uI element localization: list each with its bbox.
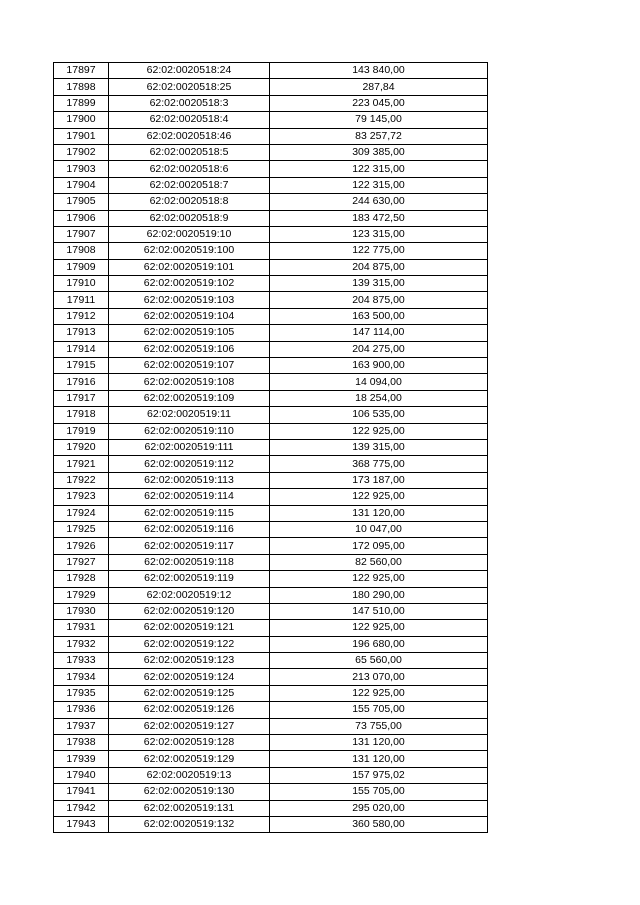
value-cell: 123 315,00 [270, 226, 488, 242]
cadastral-number-cell: 62:02:0020519:117 [109, 538, 270, 554]
row-number-cell: 17940 [54, 767, 109, 783]
value-cell: 360 580,00 [270, 816, 488, 832]
row-number-cell: 17905 [54, 194, 109, 210]
row-number-cell: 17915 [54, 358, 109, 374]
cadastral-number-cell: 62:02:0020519:131 [109, 800, 270, 816]
value-cell: 183 472,50 [270, 210, 488, 226]
cadastral-number-cell: 62:02:0020519:105 [109, 325, 270, 341]
cadastral-number-cell: 62:02:0020519:121 [109, 620, 270, 636]
value-cell: 287,84 [270, 79, 488, 95]
row-number-cell: 17921 [54, 456, 109, 472]
cadastral-number-cell: 62:02:0020519:100 [109, 243, 270, 259]
value-cell: 196 680,00 [270, 636, 488, 652]
row-number-cell: 17923 [54, 489, 109, 505]
row-number-cell: 17943 [54, 816, 109, 832]
table-row [54, 702, 488, 718]
row-number-cell: 17904 [54, 177, 109, 193]
row-number-cell: 17899 [54, 95, 109, 111]
table-row [54, 292, 488, 308]
row-number-cell: 17933 [54, 653, 109, 669]
table-row [54, 341, 488, 357]
value-cell: 131 120,00 [270, 735, 488, 751]
table-row [54, 538, 488, 554]
value-cell: 18 254,00 [270, 390, 488, 406]
row-number-cell: 17924 [54, 505, 109, 521]
row-number-cell: 17909 [54, 259, 109, 275]
table-row [54, 79, 488, 95]
row-number-cell: 17918 [54, 407, 109, 423]
cadastral-number-cell: 62:02:0020519:129 [109, 751, 270, 767]
cadastral-number-cell: 62:02:0020519:127 [109, 718, 270, 734]
table-row [54, 194, 488, 210]
table-row [54, 128, 488, 144]
cadastral-number-cell: 62:02:0020519:111 [109, 439, 270, 455]
row-number-cell: 17911 [54, 292, 109, 308]
value-cell: 204 275,00 [270, 341, 488, 357]
cadastral-number-cell: 62:02:0020519:101 [109, 259, 270, 275]
value-cell: 204 875,00 [270, 259, 488, 275]
row-number-cell: 17928 [54, 571, 109, 587]
cadastral-number-cell: 62:02:0020518:8 [109, 194, 270, 210]
value-cell: 73 755,00 [270, 718, 488, 734]
cadastral-number-cell: 62:02:0020519:106 [109, 341, 270, 357]
cadastral-number-cell: 62:02:0020518:25 [109, 79, 270, 95]
table-row [54, 144, 488, 160]
table-row [54, 456, 488, 472]
cadastral-number-cell: 62:02:0020518:46 [109, 128, 270, 144]
table-row [54, 226, 488, 242]
table-row [54, 161, 488, 177]
cadastral-number-cell: 62:02:0020518:3 [109, 95, 270, 111]
table-row [54, 95, 488, 111]
table-row [54, 521, 488, 537]
value-cell: 172 095,00 [270, 538, 488, 554]
cadastral-number-cell: 62:02:0020519:126 [109, 702, 270, 718]
table-row [54, 816, 488, 832]
table-row [54, 472, 488, 488]
value-cell: 122 925,00 [270, 685, 488, 701]
row-number-cell: 17917 [54, 390, 109, 406]
value-cell: 83 257,72 [270, 128, 488, 144]
table-row [54, 636, 488, 652]
row-number-cell: 17913 [54, 325, 109, 341]
row-number-cell: 17931 [54, 620, 109, 636]
row-number-cell: 17903 [54, 161, 109, 177]
table-body [54, 63, 488, 833]
cadastral-number-cell: 62:02:0020519:107 [109, 358, 270, 374]
value-cell: 106 535,00 [270, 407, 488, 423]
row-number-cell: 17908 [54, 243, 109, 259]
cadastral-number-cell: 62:02:0020519:120 [109, 603, 270, 619]
table-row [54, 112, 488, 128]
table-row [54, 751, 488, 767]
cadastral-number-cell: 62:02:0020519:104 [109, 308, 270, 324]
cadastral-number-cell: 62:02:0020518:4 [109, 112, 270, 128]
row-number-cell: 17934 [54, 669, 109, 685]
cadastral-number-cell: 62:02:0020518:9 [109, 210, 270, 226]
cadastral-number-cell: 62:02:0020519:128 [109, 735, 270, 751]
row-number-cell: 17919 [54, 423, 109, 439]
value-cell: 131 120,00 [270, 505, 488, 521]
cadastral-number-cell: 62:02:0020519:124 [109, 669, 270, 685]
row-number-cell: 17900 [54, 112, 109, 128]
cadastral-number-cell: 62:02:0020519:102 [109, 276, 270, 292]
value-cell: 295 020,00 [270, 800, 488, 816]
table-row [54, 63, 488, 79]
table-row [54, 407, 488, 423]
cadastral-number-cell: 62:02:0020519:110 [109, 423, 270, 439]
row-number-cell: 17937 [54, 718, 109, 734]
value-cell: 244 630,00 [270, 194, 488, 210]
table-row [54, 243, 488, 259]
value-cell: 309 385,00 [270, 144, 488, 160]
value-cell: 147 114,00 [270, 325, 488, 341]
row-number-cell: 17929 [54, 587, 109, 603]
table-row [54, 439, 488, 455]
cadastral-number-cell: 62:02:0020519:132 [109, 816, 270, 832]
cadastral-number-cell: 62:02:0020518:6 [109, 161, 270, 177]
row-number-cell: 17926 [54, 538, 109, 554]
cadastral-number-cell: 62:02:0020518:24 [109, 63, 270, 79]
value-cell: 122 925,00 [270, 571, 488, 587]
row-number-cell: 17925 [54, 521, 109, 537]
table-row [54, 587, 488, 603]
value-cell: 368 775,00 [270, 456, 488, 472]
table-row [54, 571, 488, 587]
cadastral-number-cell: 62:02:0020519:118 [109, 554, 270, 570]
cadastral-number-cell: 62:02:0020519:122 [109, 636, 270, 652]
table-row [54, 653, 488, 669]
cadastral-number-cell: 62:02:0020519:109 [109, 390, 270, 406]
row-number-cell: 17927 [54, 554, 109, 570]
table-row [54, 308, 488, 324]
cadastral-number-cell: 62:02:0020519:11 [109, 407, 270, 423]
cadastral-number-cell: 62:02:0020519:13 [109, 767, 270, 783]
value-cell: 122 925,00 [270, 423, 488, 439]
row-number-cell: 17922 [54, 472, 109, 488]
row-number-cell: 17935 [54, 685, 109, 701]
cadastral-number-cell: 62:02:0020519:103 [109, 292, 270, 308]
row-number-cell: 17936 [54, 702, 109, 718]
value-cell: 122 925,00 [270, 489, 488, 505]
row-number-cell: 17916 [54, 374, 109, 390]
table-row [54, 669, 488, 685]
table-row [54, 784, 488, 800]
cadastral-number-cell: 62:02:0020519:108 [109, 374, 270, 390]
table-row [54, 800, 488, 816]
row-number-cell: 17907 [54, 226, 109, 242]
value-cell: 139 315,00 [270, 276, 488, 292]
table-row [54, 210, 488, 226]
value-cell: 163 500,00 [270, 308, 488, 324]
table-row [54, 358, 488, 374]
value-cell: 122 925,00 [270, 620, 488, 636]
value-cell: 223 045,00 [270, 95, 488, 111]
table-row [54, 489, 488, 505]
row-number-cell: 17939 [54, 751, 109, 767]
cadastral-number-cell: 62:02:0020519:10 [109, 226, 270, 242]
table-row [54, 505, 488, 521]
value-cell: 122 315,00 [270, 161, 488, 177]
table-row [54, 423, 488, 439]
row-number-cell: 17912 [54, 308, 109, 324]
table-row [54, 554, 488, 570]
value-cell: 155 705,00 [270, 784, 488, 800]
value-cell: 173 187,00 [270, 472, 488, 488]
row-number-cell: 17910 [54, 276, 109, 292]
cadastral-number-cell: 62:02:0020519:125 [109, 685, 270, 701]
table-row [54, 620, 488, 636]
cadastral-number-cell: 62:02:0020518:5 [109, 144, 270, 160]
cadastral-number-cell: 62:02:0020518:7 [109, 177, 270, 193]
cadastral-number-cell: 62:02:0020519:112 [109, 456, 270, 472]
value-cell: 82 560,00 [270, 554, 488, 570]
table-row [54, 718, 488, 734]
value-cell: 213 070,00 [270, 669, 488, 685]
row-number-cell: 17897 [54, 63, 109, 79]
value-cell: 143 840,00 [270, 63, 488, 79]
cadastral-number-cell: 62:02:0020519:123 [109, 653, 270, 669]
value-cell: 180 290,00 [270, 587, 488, 603]
table-row [54, 259, 488, 275]
cadastral-number-cell: 62:02:0020519:130 [109, 784, 270, 800]
table-row [54, 374, 488, 390]
cadastral-number-cell: 62:02:0020519:114 [109, 489, 270, 505]
row-number-cell: 17930 [54, 603, 109, 619]
table-row [54, 276, 488, 292]
cadastral-value-table [53, 62, 488, 833]
cadastral-number-cell: 62:02:0020519:116 [109, 521, 270, 537]
value-cell: 163 900,00 [270, 358, 488, 374]
row-number-cell: 17901 [54, 128, 109, 144]
cadastral-number-cell: 62:02:0020519:12 [109, 587, 270, 603]
value-cell: 147 510,00 [270, 603, 488, 619]
row-number-cell: 17898 [54, 79, 109, 95]
table-row [54, 685, 488, 701]
value-cell: 14 094,00 [270, 374, 488, 390]
cadastral-number-cell: 62:02:0020519:113 [109, 472, 270, 488]
row-number-cell: 17942 [54, 800, 109, 816]
table-row [54, 177, 488, 193]
value-cell: 131 120,00 [270, 751, 488, 767]
table-row [54, 325, 488, 341]
value-cell: 139 315,00 [270, 439, 488, 455]
value-cell: 204 875,00 [270, 292, 488, 308]
value-cell: 122 775,00 [270, 243, 488, 259]
value-cell: 10 047,00 [270, 521, 488, 537]
row-number-cell: 17938 [54, 735, 109, 751]
row-number-cell: 17941 [54, 784, 109, 800]
table-row [54, 735, 488, 751]
row-number-cell: 17932 [54, 636, 109, 652]
value-cell: 122 315,00 [270, 177, 488, 193]
value-cell: 155 705,00 [270, 702, 488, 718]
table-row [54, 390, 488, 406]
row-number-cell: 17920 [54, 439, 109, 455]
row-number-cell: 17906 [54, 210, 109, 226]
row-number-cell: 17914 [54, 341, 109, 357]
value-cell: 65 560,00 [270, 653, 488, 669]
cadastral-number-cell: 62:02:0020519:115 [109, 505, 270, 521]
table-row [54, 767, 488, 783]
row-number-cell: 17902 [54, 144, 109, 160]
value-cell: 79 145,00 [270, 112, 488, 128]
cadastral-number-cell: 62:02:0020519:119 [109, 571, 270, 587]
value-cell: 157 975,02 [270, 767, 488, 783]
table-row [54, 603, 488, 619]
